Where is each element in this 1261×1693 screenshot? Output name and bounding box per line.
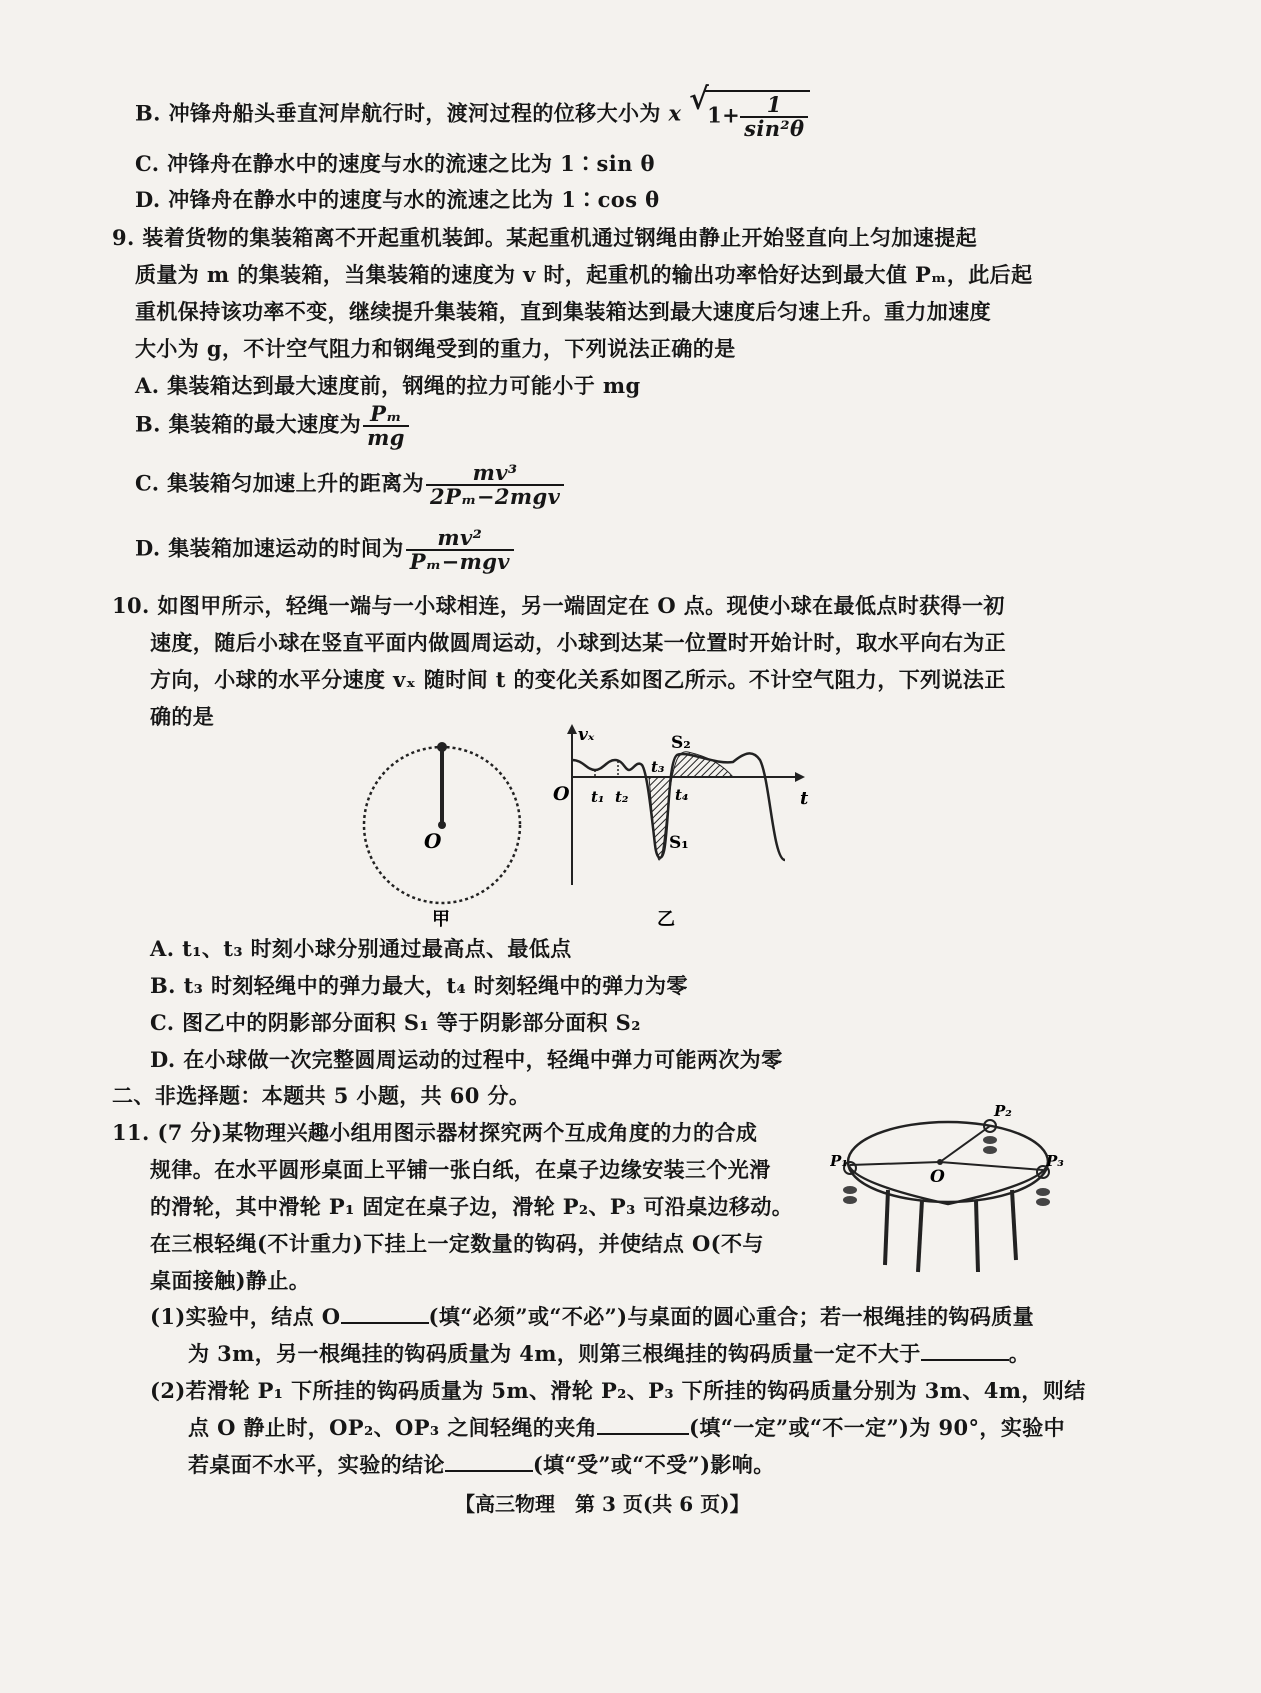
q11-part2-text-a: 点 O 静止时，OP₂、OP₃ 之间轻绳的夹角	[188, 1415, 597, 1440]
q10-option-b: B. t₃ 时刻轻绳中的弹力最大，t₄ 时刻轻绳中的弹力为零	[150, 973, 688, 998]
answer-blank-3[interactable]	[597, 1413, 689, 1435]
q9-option-b-numerator: Pₘ	[363, 403, 409, 427]
q11-stem-line-2: 规律。在水平圆形桌面上平铺一张白纸，在桌子边缘安装三个光滑	[150, 1157, 771, 1182]
label-o: O	[930, 1167, 945, 1187]
q11-stem-line-3: 的滑轮，其中滑轮 P₁ 固定在桌子边，滑轮 P₂、P₃ 可沿桌边移动。	[150, 1194, 794, 1219]
q9-option-d-text: D. 集装箱加速运动的时间为	[135, 535, 404, 561]
q9-option-d-denominator: Pₘ−mgv	[409, 549, 510, 574]
q11-part2-text-b: (填“一定”或“不一定”)为 90°，实验中	[689, 1415, 1066, 1440]
q9-option-b-fraction	[363, 403, 409, 449]
q11-part1-line2	[188, 1338, 1030, 1368]
figure-yi-caption: 乙	[657, 909, 675, 930]
section-two-heading: 二、非选择题：本题共 5 小题，共 60 分。	[112, 1083, 531, 1108]
q9-stem-line-2: 质量为 m 的集装箱，当集装箱的速度为 v 时，起重机的输出功率恰好达到最大值 Pₘ，此后起	[135, 262, 1033, 287]
label-p3: P₃	[1046, 1152, 1064, 1170]
table-leg	[918, 1200, 922, 1272]
q11-part2-line1: (2)若滑轮 P₁ 下所挂的钩码质量为 5m、滑轮 P₂、P₃ 下所挂的钩码质量分别为 3m、4m，则结	[150, 1378, 1086, 1403]
q8-option-b	[135, 82, 810, 141]
hook-weight	[983, 1136, 997, 1144]
page-footer: 【高三物理 第 3 页(共 6 页)】	[455, 1492, 750, 1516]
q11-table-figure	[830, 1100, 1080, 1285]
q8-option-b-sqrt	[689, 82, 810, 141]
q9-stem-line-3: 重机保持该功率不变，继续提升集装箱，直到集装箱达到最大速度后匀速上升。重力加速度	[135, 299, 991, 324]
q10-stem-line-3: 方向，小球的水平分速度 vₓ 随时间 t 的变化关系如图乙所示。不计空气阻力，下列说法正	[150, 667, 1006, 692]
x-axis-label: t	[800, 788, 809, 809]
q9-option-d-fraction	[406, 527, 514, 573]
q8-option-b-numerator: 1	[740, 94, 808, 118]
ball	[437, 742, 447, 752]
q11-part2-text-d: (填“受”或“不受”)影响。	[532, 1452, 775, 1477]
q8-option-d: D. 冲锋舟在静水中的速度与水的流速之比为 1∶cos θ	[135, 187, 660, 212]
x-axis-arrow	[795, 772, 805, 782]
origin-label: O	[553, 783, 570, 805]
q11-stem-line-5: 桌面接触)静止。	[150, 1268, 311, 1293]
figure-jia-caption: 甲	[432, 909, 450, 930]
answer-blank-1[interactable]	[341, 1302, 429, 1324]
tick-t1: t₁	[591, 788, 605, 806]
q9-option-c-denominator: 2Pₘ−2mgv	[429, 484, 561, 509]
q11-part1-text-d: 。	[1008, 1341, 1031, 1366]
q9-option-d-numerator: mv²	[406, 527, 514, 551]
tick-t2: t₂	[615, 788, 629, 806]
answer-blank-2[interactable]	[921, 1339, 1009, 1361]
q9-option-c-numerator: mv³	[426, 462, 564, 486]
y-axis-arrow	[567, 724, 577, 734]
q11-stem-line-1: 11. (7 分)某物理兴趣小组用图示器材探究两个互成角度的力的合成	[112, 1120, 758, 1145]
table-leg	[885, 1190, 888, 1265]
q11-part2-line2	[188, 1412, 1065, 1442]
hook-weight	[983, 1146, 997, 1154]
q9-stem-line-4: 大小为 g，不计空气阻力和钢绳受到的重力，下列说法正确的是	[135, 336, 736, 361]
hook-weight	[1036, 1198, 1050, 1206]
q9-option-d	[135, 527, 516, 573]
shaded-area-s2	[672, 752, 733, 777]
label-p2: P₂	[994, 1102, 1012, 1120]
q11-part1-text-b: (填“必须”或“不必”)与桌面的圆心重合；若一根绳挂的钩码质量	[428, 1304, 1035, 1329]
q8-option-b-text: B. 冲锋舟船头垂直河岸航行时，渡河过程的位移大小为	[135, 100, 661, 126]
q8-option-b-fraction	[740, 94, 808, 140]
q10-option-c: C. 图乙中的阴影部分面积 S₁ 等于阴影部分面积 S₂	[150, 1010, 641, 1035]
q10-stem-line-1: 10. 如图甲所示，轻绳一端与一小球相连，另一端固定在 O 点。现使小球在最低点时获得一初	[112, 593, 1005, 618]
y-axis-label: vₓ	[578, 725, 595, 745]
q11-part1-text-c: 为 3m，另一根绳挂的钩码质量为 4m，则第三根绳挂的钩码质量一定不大于	[188, 1341, 921, 1366]
q9-option-c	[135, 462, 566, 508]
sqrt-symbol: √	[689, 82, 710, 117]
hook-weight	[843, 1186, 857, 1194]
table-leg	[1012, 1190, 1016, 1260]
q8-option-b-denominator: sin²θ	[744, 116, 805, 141]
pivot-point	[438, 821, 446, 829]
q9-option-b-denominator: mg	[367, 425, 405, 450]
knot-o	[937, 1159, 943, 1165]
q11-part1-text-a: (1)实验中，结点 O	[150, 1304, 341, 1329]
q10-stem-line-2: 速度，随后小球在竖直平面内做圆周运动，小球到达某一位置时开始计时，取水平向右为正	[150, 630, 1006, 655]
pivot-label: O	[424, 829, 442, 853]
hook-weight	[843, 1196, 857, 1204]
q10-stem-line-4: 确的是	[150, 704, 215, 729]
tick-t4: t₄	[675, 786, 689, 804]
q11-part1-line1	[150, 1301, 1034, 1331]
hook-weight	[1036, 1188, 1050, 1196]
q10-figure-jia	[350, 720, 540, 930]
area-s2-label: S₂	[671, 733, 691, 753]
label-p1: P₁	[830, 1152, 848, 1170]
answer-blank-4[interactable]	[445, 1450, 533, 1472]
rope-op3	[940, 1162, 1043, 1170]
rope-op1	[850, 1162, 940, 1165]
q10-option-d: D. 在小球做一次完整圆周运动的过程中，轻绳中弹力可能两次为零	[150, 1047, 783, 1072]
q10-option-a: A. t₁、t₃ 时刻小球分别通过最高点、最低点	[150, 936, 572, 961]
q9-option-c-fraction	[426, 462, 564, 508]
tick-t3: t₃	[651, 758, 665, 776]
rope-op2	[940, 1126, 990, 1162]
q8-option-c: C. 冲锋舟在静水中的速度与水的流速之比为 1∶sin θ	[135, 151, 655, 176]
table-leg	[976, 1200, 978, 1272]
q9-stem-line-1: 9. 装着货物的集装箱离不开起重机装卸。某起重机通过钢绳由静止开始竖直向上匀加速提起	[112, 225, 978, 250]
q9-option-b	[135, 403, 411, 449]
q8-option-b-one-plus: 1+	[707, 102, 741, 128]
q11-part2-text-c: 若桌面不水平，实验的结论	[188, 1452, 445, 1477]
q9-option-c-text: C. 集装箱匀加速上升的距离为	[135, 470, 424, 496]
q8-option-b-x: x	[668, 100, 682, 126]
q11-stem-line-4: 在三根轻绳(不计重力)下挂上一定数量的钩码，并使结点 O(不与	[150, 1231, 764, 1256]
q11-part2-line3	[188, 1449, 775, 1479]
q9-option-a: A. 集装箱达到最大速度前，钢绳的拉力可能小于 mg	[135, 373, 641, 398]
area-s1-label: S₁	[669, 833, 689, 853]
q9-option-b-text: B. 集装箱的最大速度为	[135, 411, 362, 437]
q10-figure-yi	[545, 720, 820, 930]
